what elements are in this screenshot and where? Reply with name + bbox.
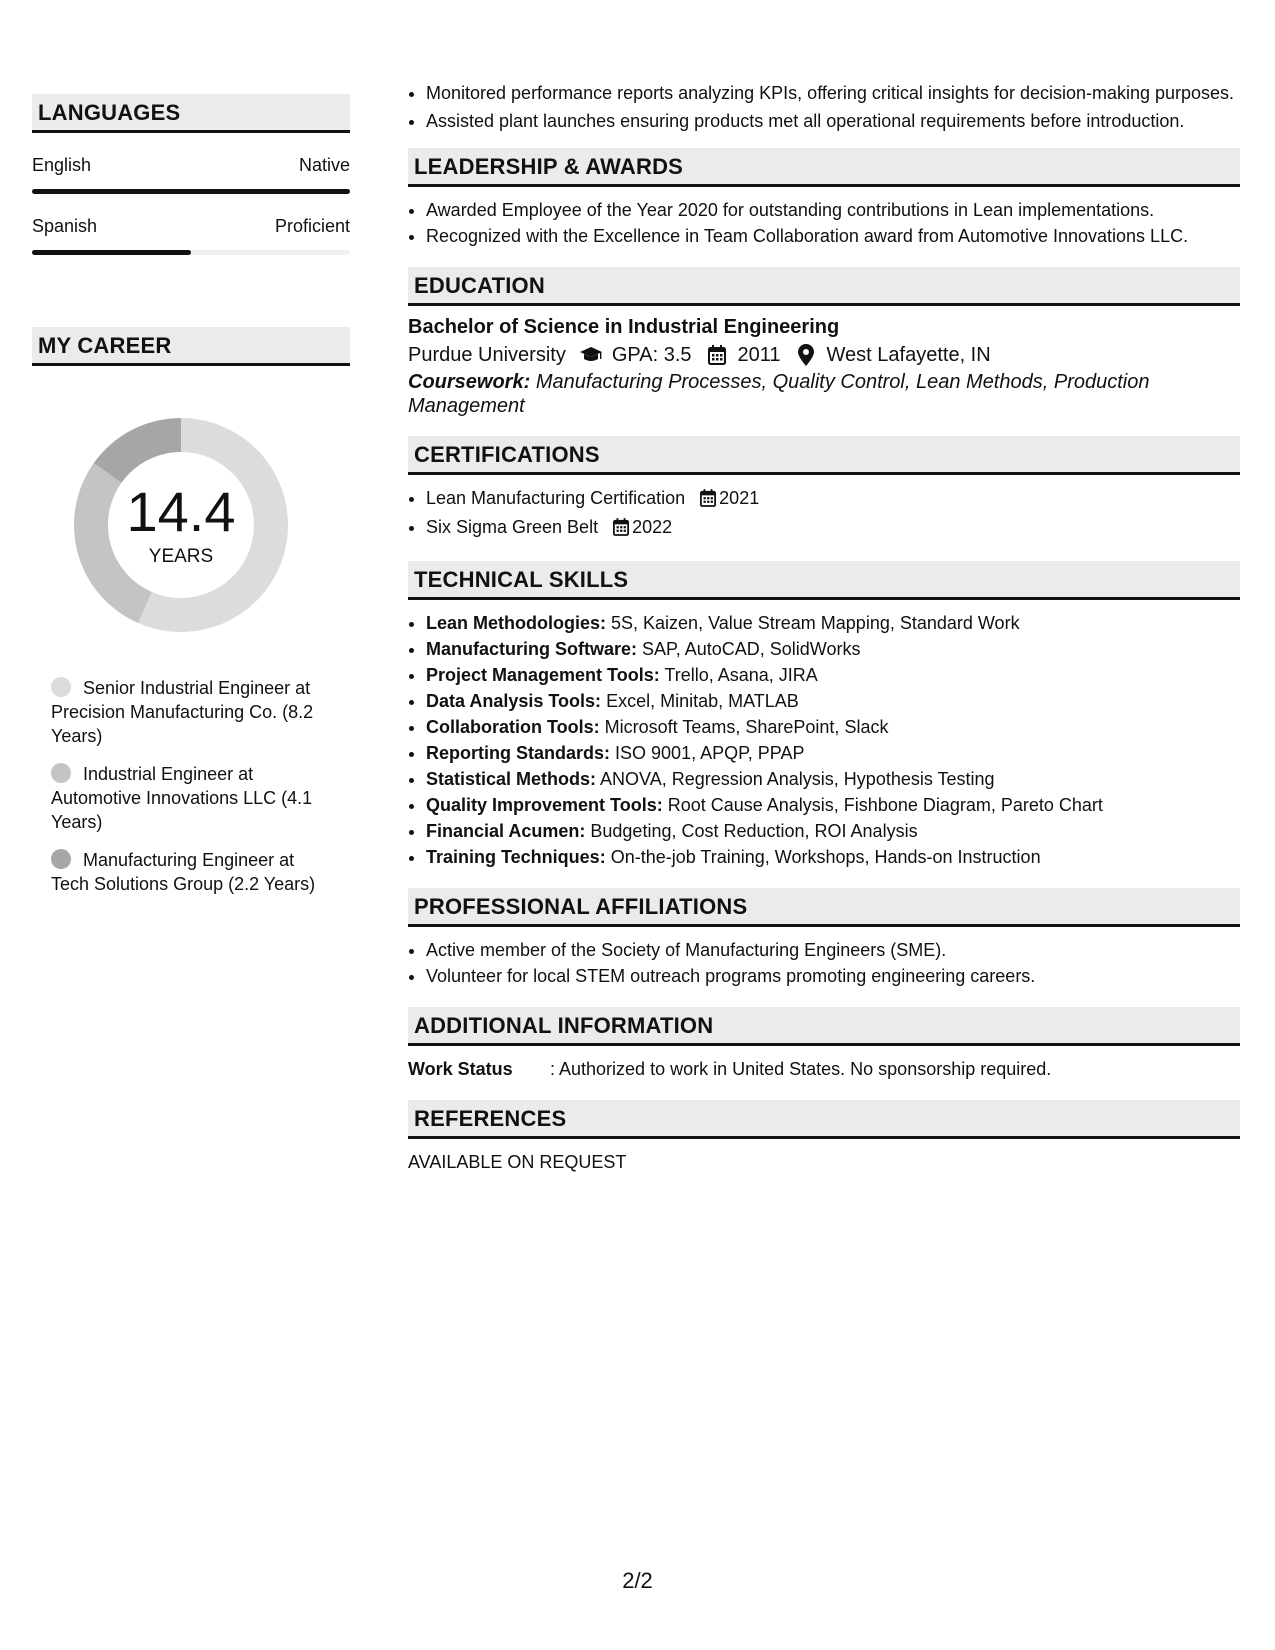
coursework [408,370,1240,418]
certification-year: 2022 [632,517,673,537]
skill-item [426,714,1240,740]
legend-dot-icon [51,677,71,697]
career-years-label: YEARS [148,546,214,567]
language-name: Spanish [32,216,98,236]
skill-label: Manufacturing Software: [426,639,638,659]
leadership-bullet: • Awarded Employee of the Year 2020 for outstanding contributions in Lean implementations. [426,197,1240,223]
school-name: Purdue University [408,344,566,366]
skill-item [426,818,1240,844]
experience-bullets [408,80,1240,134]
coursework-value: Manufacturing Processes, Quality Control, Lean Methods, Production Management [408,371,1150,417]
leadership-section [408,148,1240,249]
skill-item [426,636,1240,662]
skill-label: Statistical Methods: [426,769,597,789]
skill-item [426,688,1240,714]
gpa: GPA: 3.5 [611,344,692,366]
career-donut-chart [66,410,296,640]
location-pin-icon [793,344,819,366]
skill-value: ISO 9001, APQP, PPAP [615,743,805,763]
education-section [408,267,1240,418]
leadership-bullets [408,197,1240,249]
skill-item [426,792,1240,818]
languages-heading: LANGUAGES [32,94,350,133]
right-column [408,80,1240,1175]
skill-label: Collaboration Tools: [426,717,600,737]
career-legend-text: Industrial Engineer at Automotive Innovations LLC (4.1 Years) [51,764,313,832]
calendar-icon [704,344,730,366]
skill-value: Budgeting, Cost Reduction, ROI Analysis [590,821,918,841]
language-item [32,216,350,255]
certification-year: 2021 [719,488,760,508]
skill-value: Excel, Minitab, MATLAB [606,691,799,711]
work-status-label: Work Status [408,1059,513,1079]
skill-label: Quality Improvement Tools: [426,795,663,815]
coursework-label: Coursework: [408,371,531,393]
skill-label: Training Techniques: [426,847,606,867]
graduation-year: 2011 [737,344,781,366]
skill-value: 5S, Kaizen, Value Stream Mapping, Standard Work [611,613,1020,633]
career-legend-item [51,848,336,896]
skill-item [426,662,1240,688]
skill-label: Data Analysis Tools: [426,691,602,711]
career-heading: MY CAREER [32,327,350,366]
graduation-cap-icon [578,344,604,366]
skill-item [426,610,1240,636]
work-status-value: : Authorized to work in United States. No sponsorship required. [550,1059,1052,1079]
affiliations-heading: PROFESSIONAL AFFILIATIONS [408,888,1240,927]
certification-name: Six Sigma Green Belt [426,517,599,537]
career-total-years: 14.4 [126,480,236,543]
skill-value: On-the-job Training, Workshops, Hands-on Instruction [610,847,1041,867]
language-name: English [32,155,92,175]
career-legend-item [51,762,336,834]
skill-value: SAP, AutoCAD, SolidWorks [642,639,861,659]
work-status-row [408,1056,1240,1082]
language-level-bar [32,250,350,255]
career-legend-text: Manufacturing Engineer at Tech Solutions Group (2.2 Years) [51,850,316,894]
skills-section [408,561,1240,870]
affiliations-section [408,888,1240,989]
left-column [32,94,350,910]
skills-list [408,610,1240,870]
education-heading: EDUCATION [408,267,1240,306]
certifications-section [408,436,1240,543]
language-item [32,155,350,194]
leadership-heading: LEADERSHIP & AWARDS [408,148,1240,187]
affiliations-bullets [408,937,1240,989]
skill-label: Financial Acumen: [426,821,586,841]
education-meta [408,340,1240,370]
language-level-bar [32,189,350,194]
skill-item [426,844,1240,870]
certifications-heading: CERTIFICATIONS [408,436,1240,475]
additional-section [408,1007,1240,1082]
affiliation-bullet: • Active member of the Society of Manufacturing Engineers (SME). [426,937,1240,963]
career-legend-text: Senior Industrial Engineer at Precision Manufacturing Co. (8.2 Years) [51,678,314,746]
page-number: 2/2 [622,1568,653,1593]
skill-label: Project Management Tools: [426,665,660,685]
certification-item [426,514,1240,543]
skill-value: Root Cause Analysis, Fishbone Diagram, Pareto Chart [667,795,1103,815]
calendar-icon [613,517,629,543]
experience-bullet: • Monitored performance reports analyzing KPIs, offering critical insights for decision-making purposes. [426,80,1240,106]
leadership-bullet: • Recognized with the Excellence in Team Collaboration award from Automotive Innovations LLC. [426,223,1240,249]
language-level-fill [32,189,350,194]
language-level: Proficient [274,216,350,236]
certifications-list [408,485,1240,543]
affiliation-bullet: • Volunteer for local STEM outreach programs promoting engineering careers. [426,963,1240,989]
legend-dot-icon [51,849,71,869]
skill-value: Microsoft Teams, SharePoint, Slack [604,717,889,737]
skills-heading: TECHNICAL SKILLS [408,561,1240,600]
references-text: AVAILABLE ON REQUEST [408,1152,627,1172]
skill-value: Trello, Asana, JIRA [664,665,818,685]
languages-list [32,155,350,255]
calendar-icon [700,488,716,514]
skill-item [426,740,1240,766]
certification-name: Lean Manufacturing Certification [426,488,686,508]
skill-label: Reporting Standards: [426,743,611,763]
references-heading: REFERENCES [408,1100,1240,1139]
legend-dot-icon [51,763,71,783]
degree-title: Bachelor of Science in Industrial Engineering [408,316,840,338]
skill-item [426,766,1240,792]
experience-bullet: • Assisted plant launches ensuring products met all operational requirements before introduction. [426,108,1240,134]
language-level-fill [32,250,191,255]
skill-label: Lean Methodologies: [426,613,606,633]
language-level: Native [298,155,350,175]
additional-heading: ADDITIONAL INFORMATION [408,1007,1240,1046]
career-legend [51,676,336,896]
career-legend-item [51,676,336,748]
skill-value: ANOVA, Regression Analysis, Hypothesis Testing [600,769,995,789]
references-section [408,1100,1240,1175]
school-location: West Lafayette, IN [826,344,991,366]
certification-item [426,485,1240,514]
